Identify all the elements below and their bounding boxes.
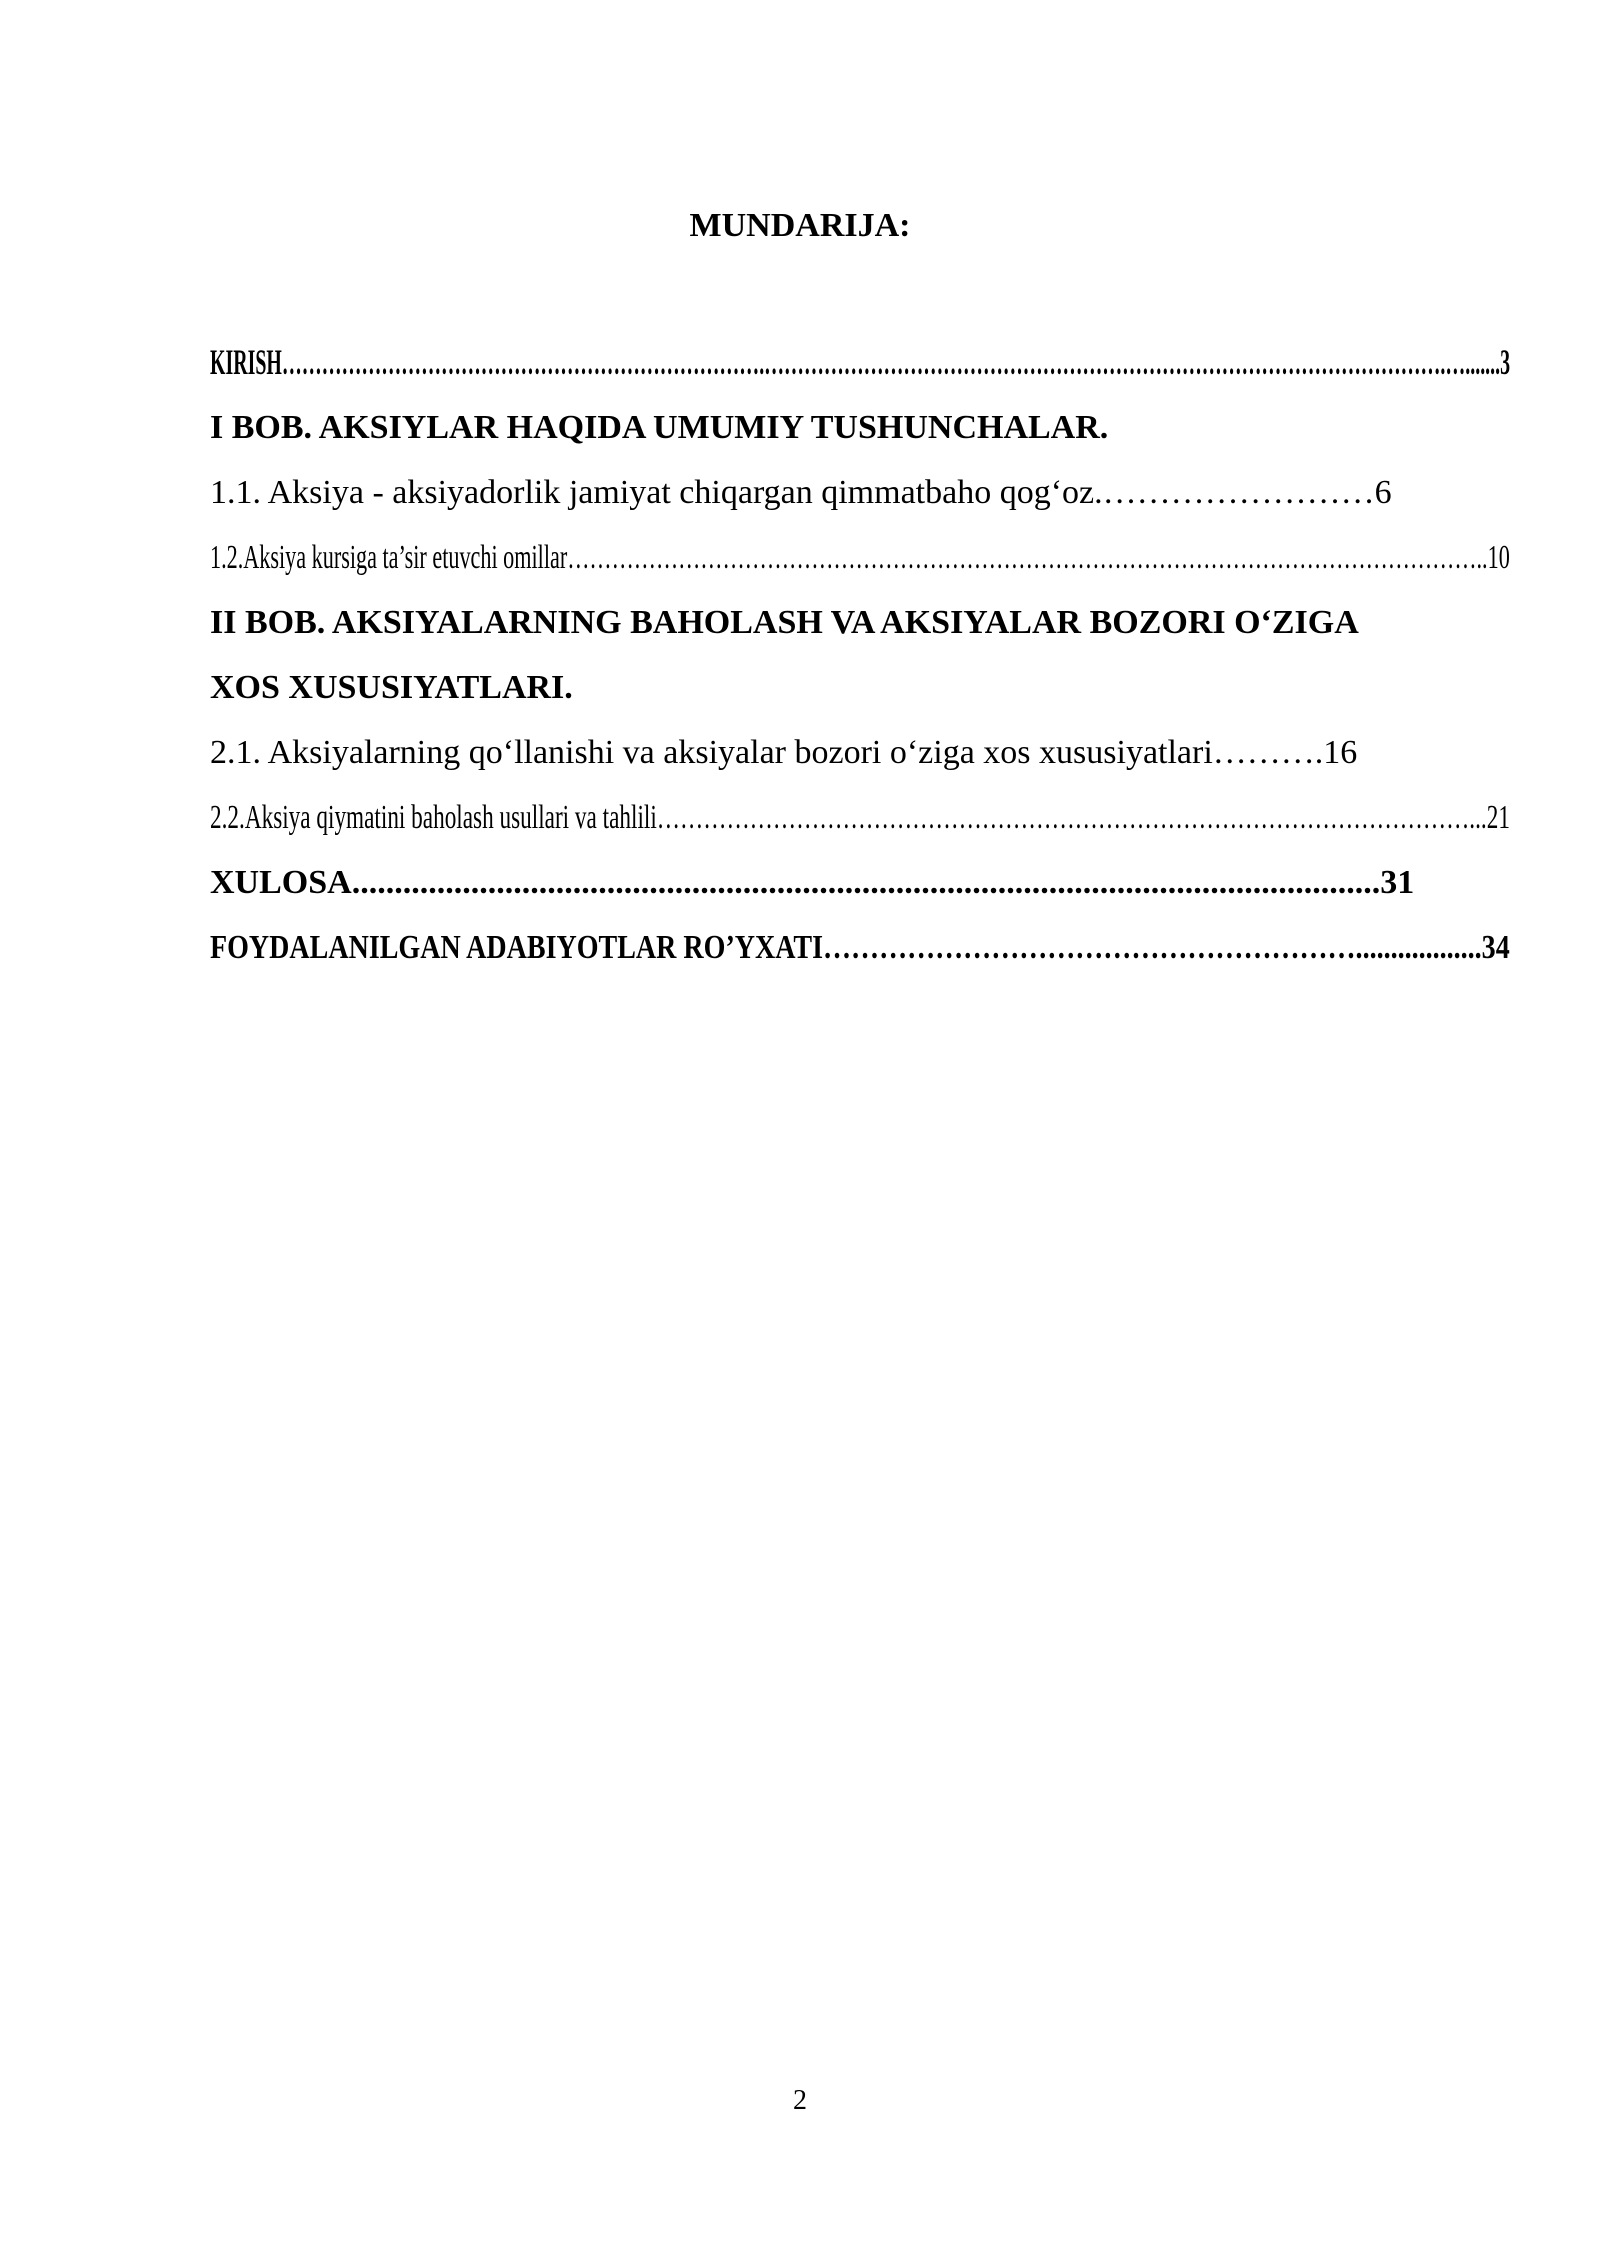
toc-section-1-1: 1.1. Aksiya - aksiyadorlik jamiyat chiqargan qimmatbaho qog‘oz.……………………6: [210, 474, 1392, 511]
toc-section-1-2: 1.2.Aksiya kursiga ta’sir etuvchi omillar……………………………………………………………………………………………………………..10: [210, 539, 1510, 576]
toc-entry-xulosa: XULOSA.........................................................................................................................31: [210, 864, 1415, 901]
table-of-contents: [210, 330, 1510, 980]
page-number: 2: [793, 2085, 807, 2116]
toc-section-2-2: 2.2.Aksiya qiymatini baholash usullari va tahlili……………………………………………………………………………………………...21: [210, 799, 1510, 836]
toc-chapter-2-heading-line1: II BOB. AKSIYALARNING BAHOLASH VA AKSIYALAR BOZORI O‘ZIGA: [210, 604, 1359, 641]
toc-entry-bibliography: FOYDALANILGAN ADABIYOTLAR RO’YXATI…………………………………………………..................34: [210, 929, 1510, 966]
toc-chapter-1-heading: I BOB. AKSIYLAR HAQIDA UMUMIY TUSHUNCHALAR.: [210, 409, 1109, 446]
toc-chapter-2-heading-line2: XOS XUSUSIYATLARI.: [210, 669, 573, 706]
toc-section-2-1: 2.1. Aksiyalarning qo‘llanishi va aksiyalar bozori o‘ziga xos xususiyatlari……….16: [210, 734, 1358, 771]
page-title: MUNDARIJA:: [689, 207, 911, 244]
toc-entry-kirish: KIRISH……………………………………………………………….………………………………………………………………………………………….….......3: [210, 342, 1511, 382]
